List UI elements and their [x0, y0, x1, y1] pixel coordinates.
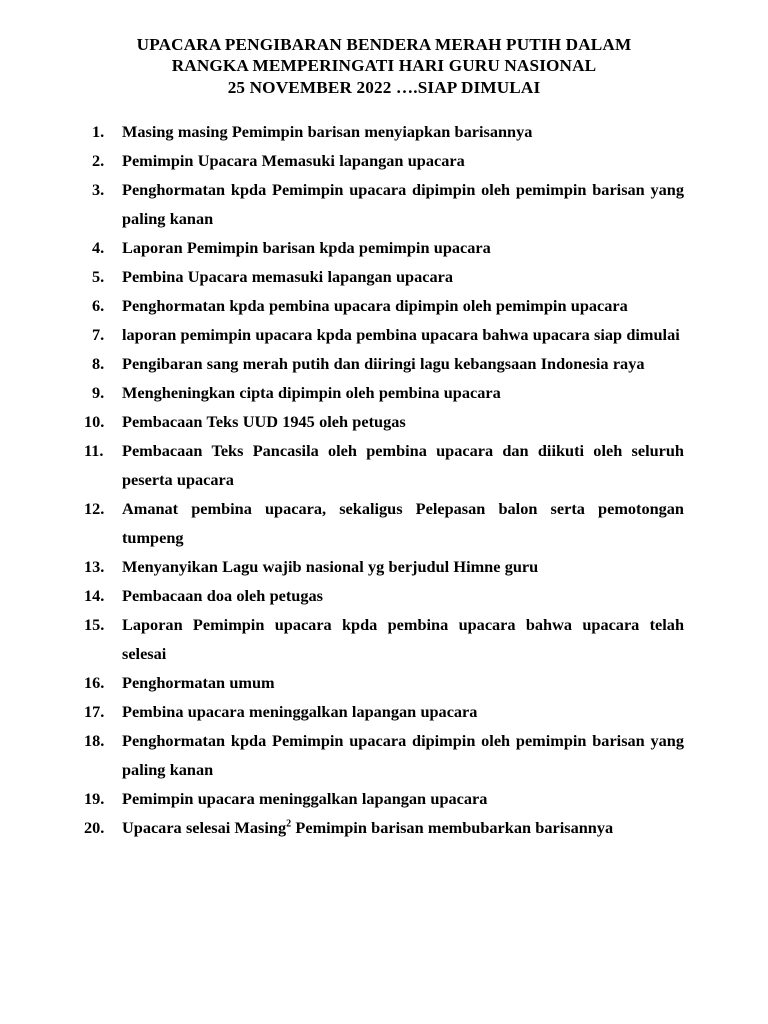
list-item-text: Penghormatan umum	[122, 673, 275, 692]
list-item-text: Upacara selesai Masing$^2$ Pemimpin barisan membubarkan barisannya	[122, 818, 614, 837]
list-item-text: Menyanyikan Lagu wajib nasional yg berjudul Himne guru	[122, 557, 539, 576]
list-item	[84, 581, 684, 610]
list-item	[84, 552, 684, 581]
list-item	[84, 697, 684, 726]
list-item-number: 10.	[84, 412, 105, 431]
list-item	[84, 668, 684, 697]
list-item-text: Pembina upacara meninggalkan lapangan upacara	[122, 702, 478, 721]
list-item-number: 5.	[92, 267, 105, 286]
list-item-number: 8.	[92, 354, 105, 373]
title-line-1: UPACARA PENGIBARAN BENDERA MERAH PUTIH DALAM	[136, 35, 632, 54]
list-item-number: 19.	[84, 789, 105, 808]
list-item-text: laporan pemimpin upacara kpda pembina upacara bahwa upacara siap dimulai	[122, 325, 680, 344]
list-item-text: Pemimpin Upacara Memasuki lapangan upacara	[122, 151, 465, 170]
list-item-number: 20.	[84, 818, 105, 837]
list-item	[84, 813, 684, 842]
list-item-text: Pembacaan doa oleh petugas	[122, 586, 323, 605]
list-item-text: Laporan Pemimpin barisan kpda pemimpin upacara	[122, 238, 491, 257]
list-item	[84, 117, 684, 146]
list-item-text: Mengheningkan cipta dipimpin oleh pembina upacara	[122, 383, 501, 402]
list-item-text: Pembacaan Teks Pancasila oleh pembina upacara dan diikuti oleh seluruh peserta upacara	[122, 441, 684, 489]
list-item-number: 3.	[92, 180, 105, 199]
list-item-number: 6.	[92, 296, 105, 315]
list-item-text: Penghormatan kpda Pemimpin upacara dipimpin oleh pemimpin barisan yang paling kanan	[122, 180, 684, 228]
list-item-number: 4.	[92, 238, 105, 257]
title-line-2: RANGKA MEMPERINGATI HARI GURU NASIONAL	[171, 56, 597, 76]
list-item-number: 9.	[92, 383, 105, 402]
list-item-text: Pengibaran sang merah putih dan diiringi lagu kebangsaan Indonesia raya	[122, 354, 645, 373]
list-item	[84, 349, 684, 378]
list-item	[84, 146, 684, 175]
list-item-text: Laporan Pemimpin upacara kpda pembina upacara bahwa upacara telah selesai	[122, 615, 684, 663]
list-item	[84, 494, 684, 552]
superscript-two: 2	[286, 818, 292, 830]
list-item-number: 13.	[84, 557, 105, 576]
list-item-number: 14.	[84, 586, 105, 605]
list-item-number: 11.	[84, 441, 104, 460]
list-item-number: 1.	[92, 122, 105, 141]
list-item	[84, 610, 684, 668]
list-item-text: Amanat pembina upacara, sekaligus Pelepasan balon serta pemotongan tumpeng	[122, 499, 684, 547]
list-item	[84, 320, 684, 349]
document-title	[84, 34, 684, 98]
list-item	[84, 175, 684, 233]
list-item-text: Pembacaan Teks UUD 1945 oleh petugas	[122, 412, 406, 431]
list-item-text: Penghormatan kpda Pemimpin upacara dipimpin oleh pemimpin barisan yang paling kanan	[122, 731, 684, 779]
list-item-number: 16.	[84, 673, 105, 692]
list-item	[84, 262, 684, 291]
list-item	[84, 726, 684, 784]
list-item	[84, 378, 684, 407]
list-item-text: Masing masing Pemimpin barisan menyiapkan barisannya	[122, 122, 533, 141]
list-item	[84, 233, 684, 262]
list-item-text: Pemimpin upacara meninggalkan lapangan upacara	[122, 789, 488, 808]
list-item-number: 15.	[84, 615, 105, 634]
list-item-text: Penghormatan kpda pembina upacara dipimpin oleh pemimpin upacara	[122, 296, 628, 315]
title-line-3: 25 NOVEMBER 2022 ….SIAP DIMULAI	[227, 77, 541, 97]
list-item-number: 17.	[84, 702, 105, 721]
list-item-number: 2.	[92, 151, 105, 170]
list-item-number: 7.	[92, 325, 105, 344]
list-item	[84, 436, 684, 494]
ceremony-steps-list	[84, 117, 684, 842]
list-item	[84, 784, 684, 813]
list-item	[84, 407, 684, 436]
list-item	[84, 291, 684, 320]
list-item-number: 18.	[84, 731, 105, 750]
list-item-text: Pembina Upacara memasuki lapangan upacara	[122, 267, 453, 286]
list-item-number: 12.	[84, 499, 105, 518]
